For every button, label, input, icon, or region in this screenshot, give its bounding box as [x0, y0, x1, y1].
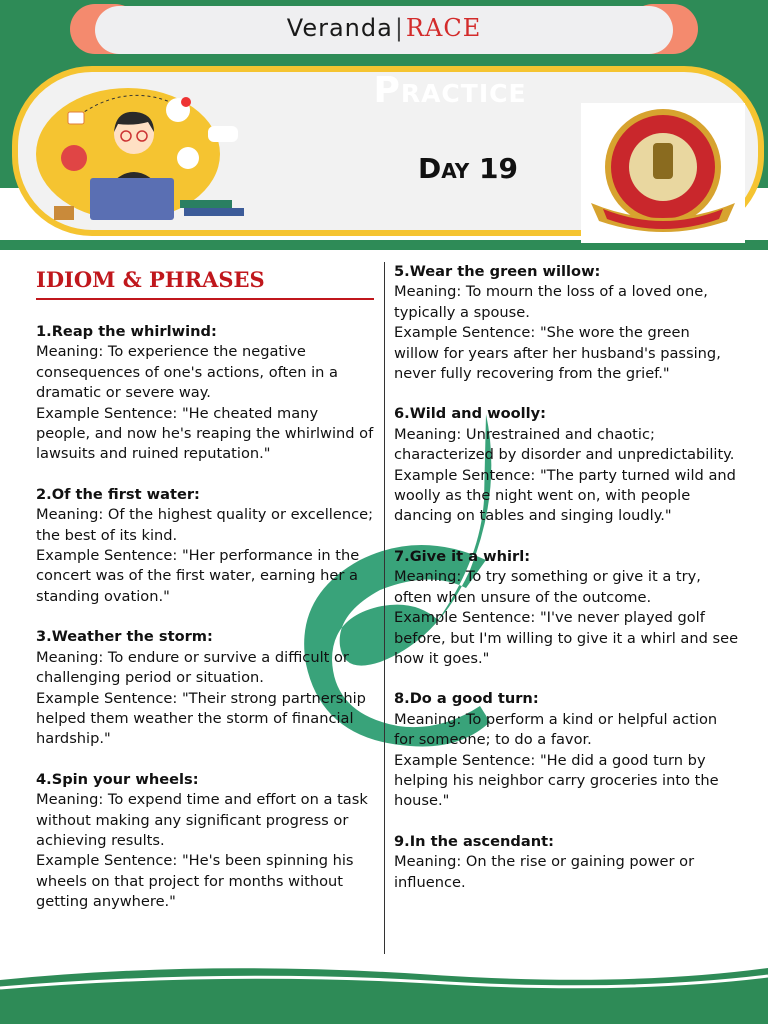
idiom-title: 8.Do a good turn:: [394, 690, 539, 708]
idiom-title: 4.Spin your wheels:: [36, 770, 199, 788]
idiom-meaning: Meaning: To expend time and effort on a task without making any significant progress or achieving results.: [36, 791, 368, 849]
idiom-meaning: Meaning: To try something or give it a try, often when unsure of the outcome.: [394, 568, 701, 606]
idiom-title: 5.Wear the green willow:: [394, 263, 601, 280]
idiom-meaning: Meaning: To mourn the loss of a loved one, typically a spouse.: [394, 283, 708, 321]
brand-race: RACE: [405, 14, 482, 42]
idiom-item: [394, 262, 739, 384]
idiom-item: [36, 770, 376, 913]
section-title: IDIOM & PHRASES: [36, 267, 265, 292]
idiom-example: Example Sentence: "He's been spinning his wheels on that project for months without getting anywhere.": [36, 852, 354, 911]
idiom-example: Example Sentence: "He did a good turn by helping his neighbor carry groceries into the house.": [394, 751, 719, 810]
idiom-item: [394, 547, 739, 669]
idiom-title: 7.Give it a whirl:: [394, 547, 531, 565]
idiom-item: [394, 832, 739, 893]
banner-title: Practice: [373, 70, 527, 111]
idiom-item: [394, 404, 739, 526]
right-column: [394, 262, 739, 913]
idiom-title: 9.In the ascendant:: [394, 832, 554, 850]
title-underline: [36, 298, 374, 300]
idiom-example: Example Sentence: "She wore the green willow for years after her husband's passing, never fully recovering from the grief.": [394, 324, 721, 383]
idiom-example: Example Sentence: "Her performance in the concert was of the first water, earning her a standing ovation.": [36, 547, 360, 605]
left-column: [36, 262, 376, 933]
idiom-example: Example Sentence: "He cheated many people, and now he's reaping the whirlwind of lawsuits and ruined reputation.": [36, 404, 374, 463]
idiom-item: [36, 322, 376, 465]
day-label: Day 19: [418, 152, 519, 185]
idiom-meaning: Meaning: To endure or survive a difficult or challenging period or situation.: [36, 648, 349, 687]
idiom-meaning: Meaning: To perform a kind or helpful action for someone; to do a favor.: [394, 710, 718, 749]
idiom-meaning: Meaning: Unrestrained and chaotic; characterized by disorder and unpredictability.: [394, 425, 735, 464]
idiom-item: [36, 485, 376, 607]
idiom-item: [394, 689, 739, 811]
idiom-title: 1.Reap the whirlwind:: [36, 323, 217, 340]
footer-wave: [0, 960, 768, 1024]
idiom-example: Example Sentence: "I've never played golf before, but I'm willing to give it a whirl and see how it goes.": [394, 609, 739, 667]
brand-veranda: Veranda: [286, 14, 393, 42]
idiom-example: Example Sentence: "Their strong partnership helped them weather the storm of financial hardship.": [36, 689, 366, 748]
idiom-meaning: Meaning: On the rise or gaining power or influence.: [394, 853, 695, 891]
idiom-example: Example Sentence: "The party turned wild and woolly as the night went on, with people dancing on tables and singing loudly.": [394, 466, 736, 525]
brand-separator: |: [394, 14, 404, 42]
idiom-meaning: Meaning: Of the highest quality or excellence; the best of its kind.: [36, 506, 373, 544]
column-divider: [384, 262, 385, 954]
idiom-title: 3.Weather the storm:: [36, 628, 213, 646]
idiom-title: 6.Wild and woolly:: [394, 405, 546, 423]
idiom-item: [36, 627, 376, 749]
idiom-meaning: Meaning: To experience the negative consequences of one's actions, often in a dramatic or severe way.: [36, 343, 338, 402]
idiom-title: 2.Of the first water:: [36, 485, 200, 503]
